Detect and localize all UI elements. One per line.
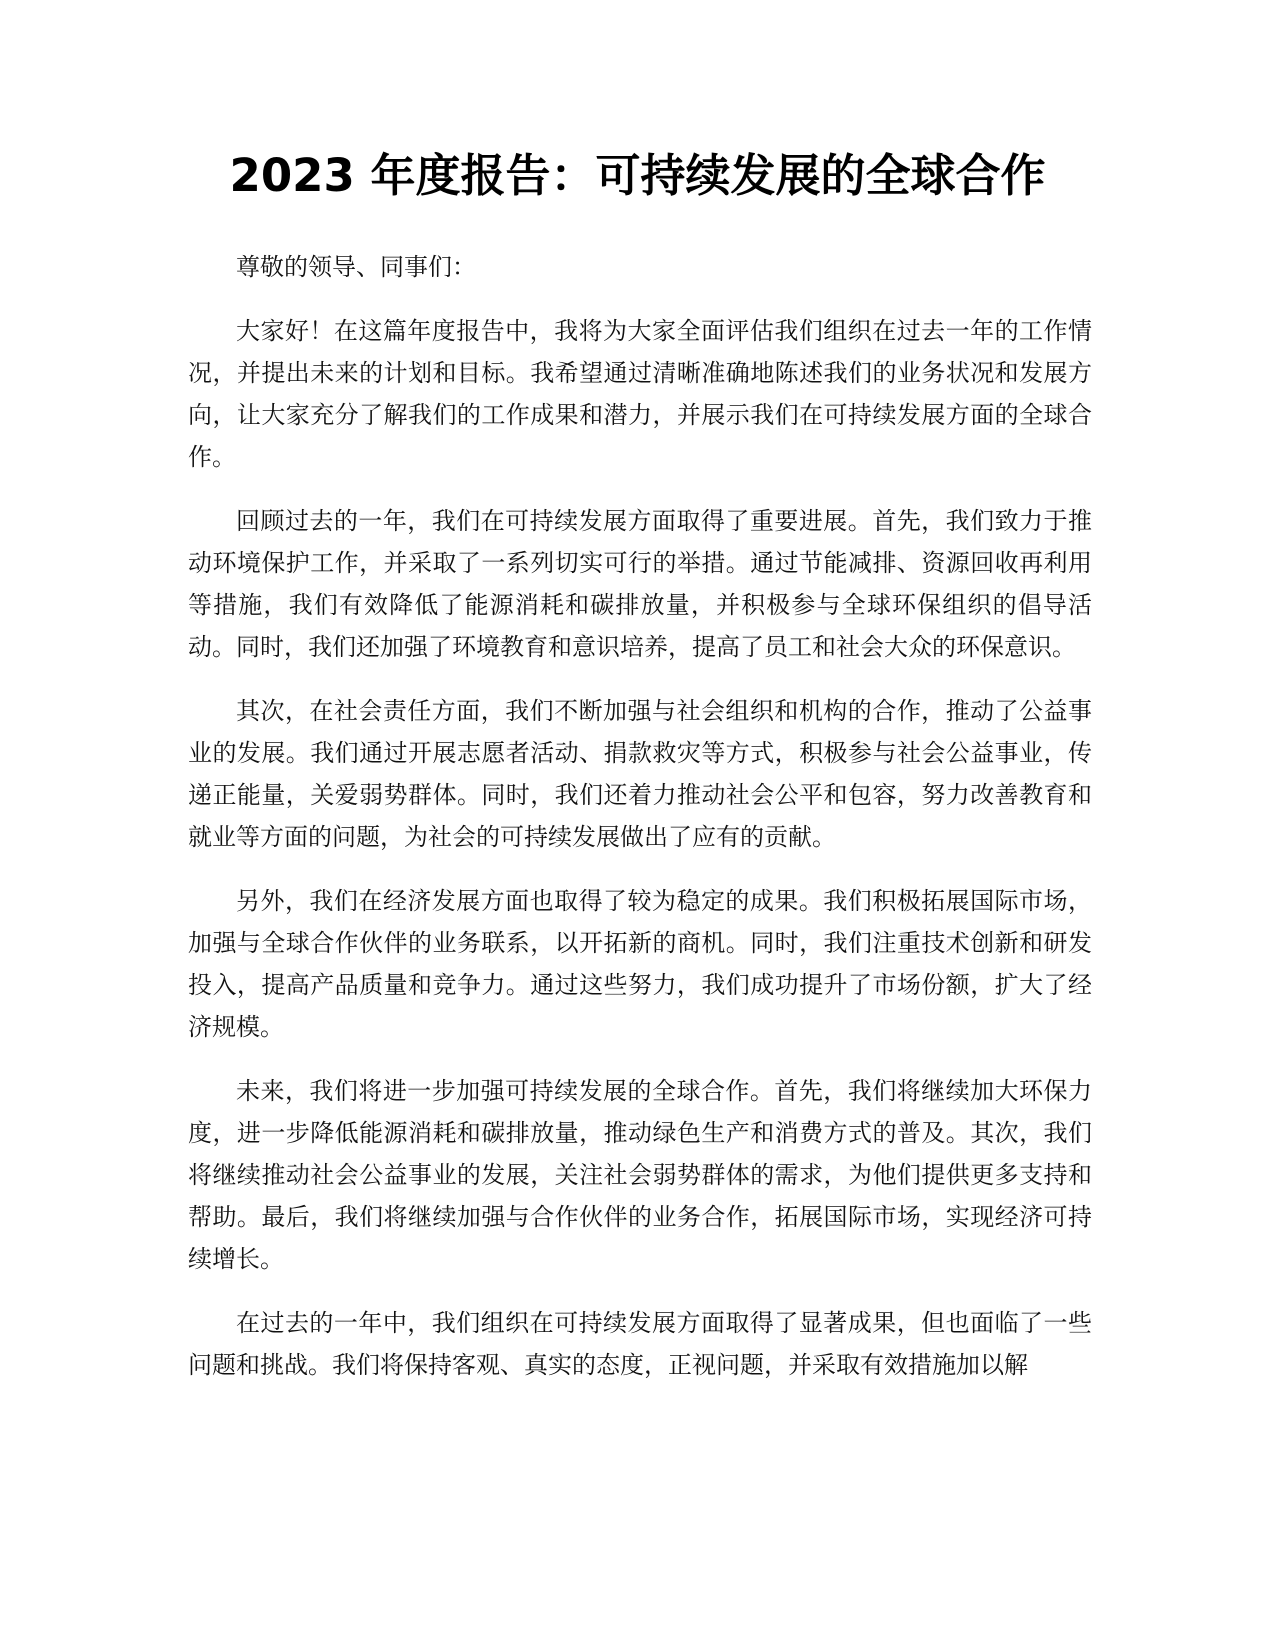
document-title: 2023 年度报告：可持续发展的全球合作 [229, 149, 1046, 202]
document-body [188, 246, 1092, 1408]
paragraph: 其次，在社会责任方面，我们不断加强与社会组织和机构的合作，推动了公益事业的发展。我们通过开展志愿者活动、捐款救灾等方式，积极参与社会公益事业，传递正能量，关爱弱势群体。同时，我们还着力推动社会公平和包容，努力改善教育和就业等方面的问题，为社会的可持续发展做出了应有的贡献。 [188, 697, 1092, 851]
paragraph: 另外，我们在经济发展方面也取得了较为稳定的成果。我们积极拓展国际市场，加强与全球合作伙伴的业务联系，以开拓新的商机。同时，我们注重技术创新和研发投入，提高产品质量和竞争力。通过这些努力，我们成功提升了市场份额，扩大了经济规模。 [188, 887, 1092, 1041]
paragraph: 大家好！在这篇年度报告中，我将为大家全面评估我们组织在过去一年的工作情况，并提出未来的计划和目标。我希望通过清晰准确地陈述我们的业务状况和发展方向，让大家充分了解我们的工作成果和潜力，并展示我们在可持续发展方面的全球合作。 [188, 317, 1092, 471]
salutation: 尊敬的领导、同事们： [236, 253, 476, 281]
paragraph: 未来，我们将进一步加强可持续发展的全球合作。首先，我们将继续加大环保力度，进一步降低能源消耗和碳排放量，推动绿色生产和消费方式的普及。其次，我们将继续推动社会公益事业的发展，关注社会弱势群体的需求，为他们提供更多支持和帮助。最后，我们将继续加强与合作伙伴的业务合作，拓展国际市场，实现经济可持续增长。 [188, 1077, 1092, 1273]
paragraph: 在过去的一年中，我们组织在可持续发展方面取得了显著成果，但也面临了一些问题和挑战。我们将保持客观、真实的态度，正视问题，并采取有效措施加以解 [188, 1309, 1092, 1379]
paragraph: 回顾过去的一年，我们在可持续发展方面取得了重要进展。首先，我们致力于推动环境保护工作，并采取了一系列切实可行的举措。通过节能减排、资源回收再利用等措施，我们有效降低了能源消耗和碳排放量，并积极参与全球环保组织的倡导活动。同时，我们还加强了环境教育和意识培养，提高了员工和社会大众的环保意识。 [188, 507, 1092, 661]
